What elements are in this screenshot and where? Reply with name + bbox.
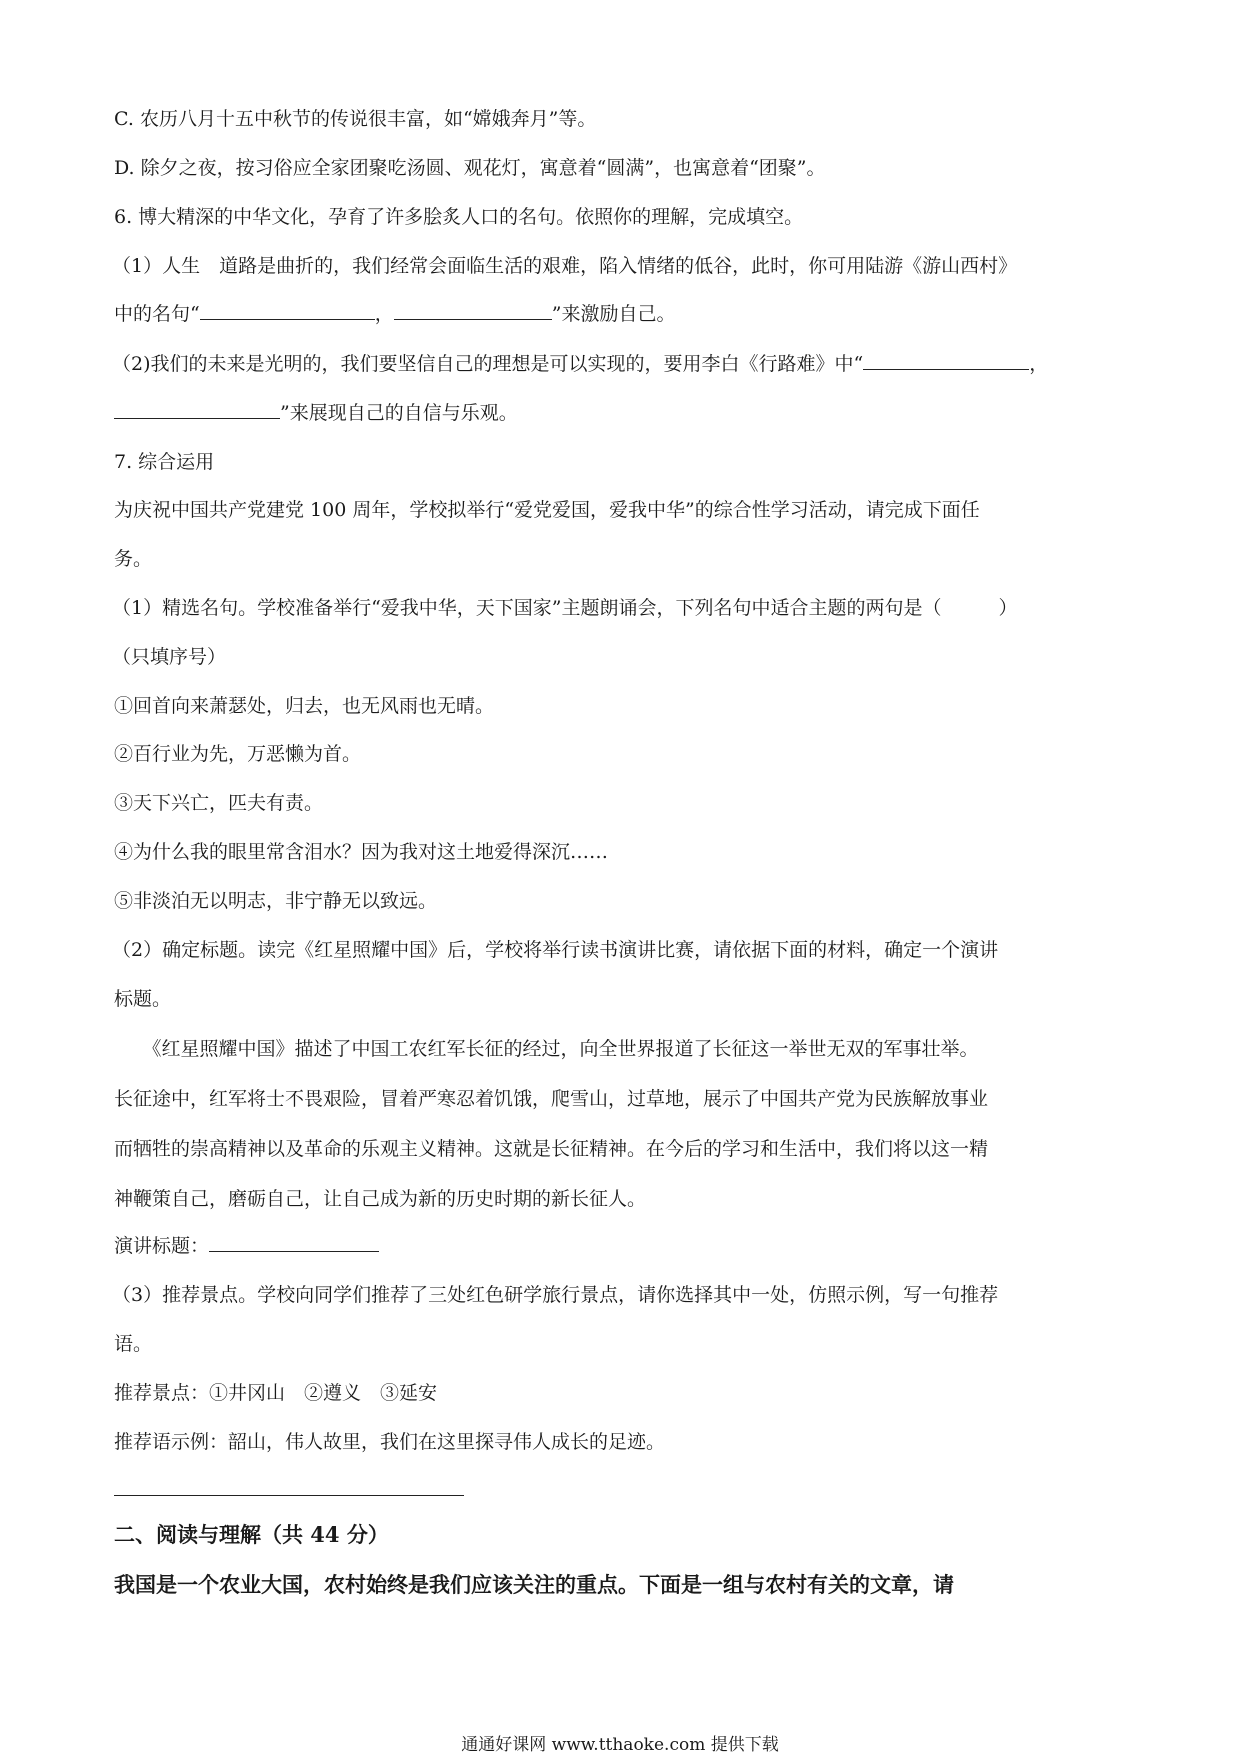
q5-option-c: C. 农历八月十五中秋节的传说很丰富，如“嫦娥奔月”等。 — [114, 108, 597, 130]
q5-option-d: D. 除夕之夜，按习俗应全家团聚吃汤圆、观花灯，寓意着“圆满”，也寓意着“团聚”。 — [114, 157, 826, 179]
q7-example: 推荐语示例：韶山，伟人故里，我们在这里探寻伟人成长的足迹。 — [114, 1431, 666, 1453]
q6-part2-line1 — [112, 351, 1048, 377]
q6-part2-line2 — [114, 400, 518, 426]
q7-title: 7. 综合运用 — [114, 451, 215, 473]
q6-part2-prefix: （2)我们的未来是光明的，我们要坚信自己的理想是可以实现的，要用李白《行路难》中“ — [112, 353, 864, 375]
q7-option-4: ④为什么我的眼里常含泪水？因为我对这土地爱得深沉…… — [114, 841, 609, 863]
q7-material-line2: 长征途中，红军将士不畏艰险，冒着严寒忍着饥饿，爬雪山，过草地，展示了中国共产党为民族解放事业 — [114, 1088, 989, 1110]
q7-speech-title-label: 演讲标题： — [114, 1235, 210, 1257]
q7-speech-title-blank[interactable] — [209, 1233, 379, 1252]
q7-material-line3: 而牺牲的崇高精神以及革命的乐观主义精神。这就是长征精神。在今后的学习和生活中，我们将以这一精 — [114, 1138, 989, 1160]
q7-speech-title-row — [114, 1233, 379, 1259]
q7-sub1-line2: （只填序号） — [112, 646, 227, 668]
q7-sub1-line1: （1）精选名句。学校准备举行“爱我中华，天下国家”主题朗诵会，下列名句中适合主题的两句是（ ） — [112, 597, 1018, 619]
q6-part1-suffix: ”来激励自己。 — [551, 303, 676, 325]
q7-option-5: ⑤非淡泊无以明志，非宁静无以致远。 — [114, 890, 438, 912]
q7-material-line1: 《红星照耀中国》描述了中国工农红军长征的经过，向全世界报道了长征这一举世无双的军事壮举。 — [114, 1038, 979, 1060]
q6-blank-1[interactable] — [200, 301, 375, 320]
q7-sub2-line1: （2）确定标题。读完《红星照耀中国》后，学校将举行读书演讲比赛，请依据下面的材料，确定一个演讲 — [112, 939, 999, 961]
q7-material-line4: 神鞭策自己，磨砺自己，让自己成为新的历史时期的新长征人。 — [114, 1188, 647, 1210]
q7-intro-line1: 为庆祝中国共产党建党 100 周年，学校拟举行“爱党爱国，爱我中华”的综合性学习活动，请完成下面任 — [114, 499, 980, 521]
q6-blank-4[interactable] — [114, 400, 280, 419]
q6-part1-comma: ， — [374, 303, 394, 325]
q6-part1-line2 — [114, 301, 675, 327]
q6-part2-suffix: ”来展现自己的自信与乐观。 — [280, 402, 518, 424]
q7-sub2-line2: 标题。 — [114, 988, 172, 1010]
q6-blank-2[interactable] — [394, 301, 552, 320]
q7-intro-line2: 务。 — [114, 548, 153, 570]
q6-part1-line1: （1）人生 道路是曲折的，我们经常会面临生活的艰难，陷入情绪的低谷，此时，你可用陆游《游山西村》 — [112, 255, 1018, 277]
section2-heading: 二、阅读与理解（共 44 分） — [114, 1522, 389, 1547]
q7-option-1: ①回首向来萧瑟处，归去，也无风雨也无晴。 — [114, 695, 495, 717]
q7-option-3: ③天下兴亡，匹夫有责。 — [114, 792, 324, 814]
q7-sub3-line2: 语。 — [114, 1333, 153, 1355]
answer-line[interactable] — [114, 1495, 464, 1496]
q6-stem: 6. 博大精深的中华文化，孕育了许多脍炙人口的名句。依照你的理解，完成填空。 — [114, 206, 804, 228]
q7-option-2: ②百行业为先，万恶懒为首。 — [114, 743, 362, 765]
footer-watermark: 通通好课网 www.tthaoke.com 提供下载 — [461, 1735, 779, 1755]
q6-part1-prefix: 中的名句“ — [114, 303, 200, 325]
q6-part2-comma: ， — [1029, 353, 1049, 375]
q6-blank-3[interactable] — [863, 351, 1029, 370]
q7-sub3-line1: （3）推荐景点。学校向同学们推荐了三处红色研学旅行景点，请你选择其中一处，仿照示例，写一句推荐 — [112, 1284, 999, 1306]
q7-spots: 推荐景点：①井冈山 ②遵义 ③延安 — [114, 1382, 438, 1404]
section2-intro: 我国是一个农业大国，农村始终是我们应该关注的重点。下面是一组与农村有关的文章，请 — [114, 1572, 954, 1597]
